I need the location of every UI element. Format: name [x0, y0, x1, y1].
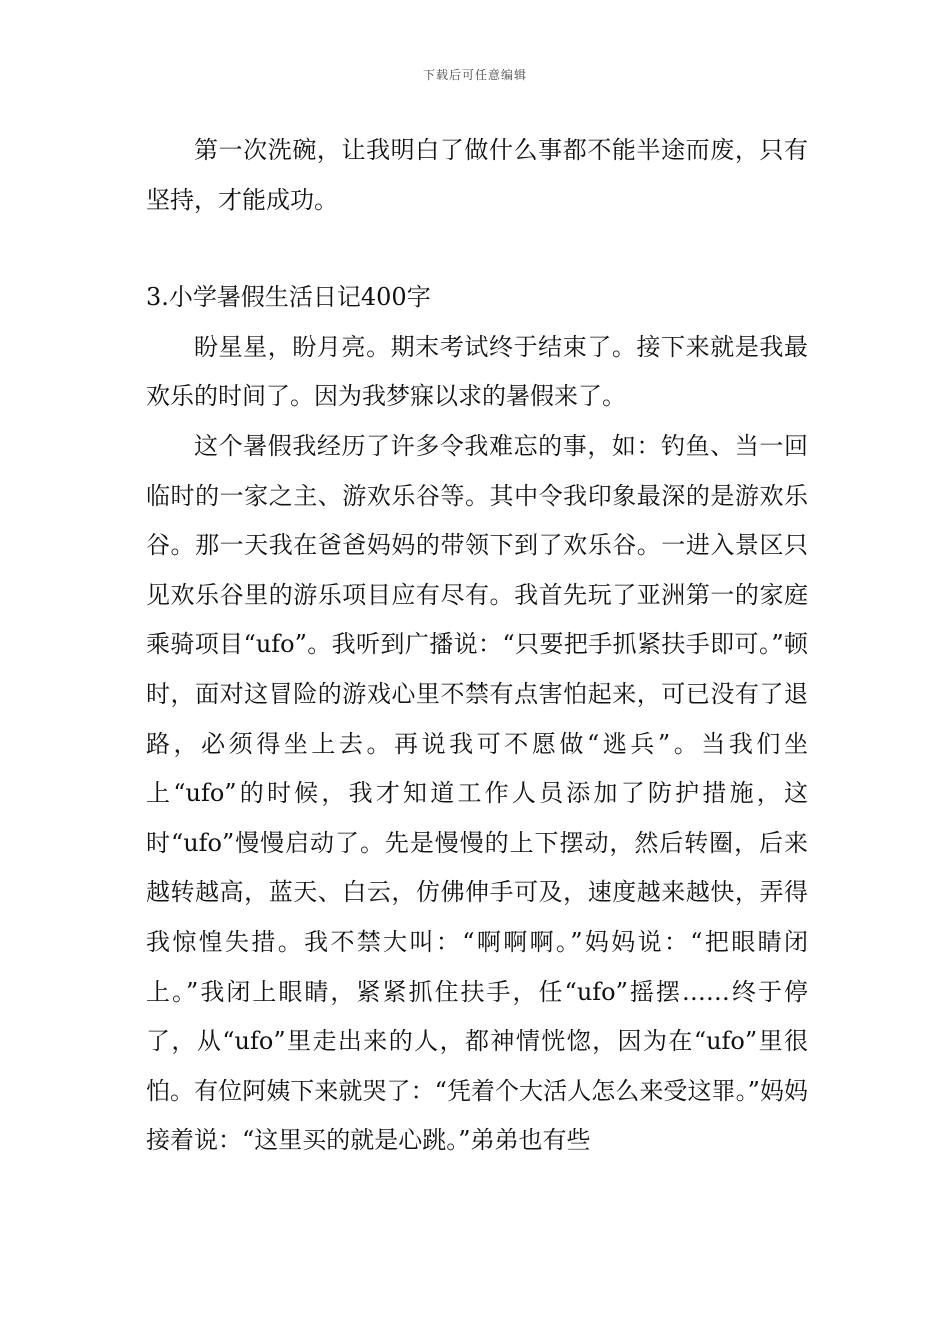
body-paragraph-2: 这个暑假我经历了许多令我难忘的事，如：钓鱼、当一回临时的一家之主、游欢乐谷等。其中令我印象最深的是游欢乐谷。那一天我在爸爸妈妈的带领下到了欢乐谷。一进入景区只见欢乐谷里的游乐项目应有尽有。我首先玩了亚洲第一的家庭乘骑项目“ufo”。我听到广播说：“只要把手抓紧扶手即可。”顿时，面对这冒险的游戏心里不禁有点害怕起来，可已没有了退路，必须得坐上去。再说我可不愿做“逃兵”。当我们坐上“ufo”的时候，我才知道工作人员添加了防护措施，这时“ufo”慢慢启动了。先是慢慢的上下摆动，然后转圈，后来越转越高，蓝天、白云，仿佛伸手可及，速度越来越快，弄得我惊惶失措。我不禁大叫：“啊啊啊。”妈妈说：“把眼睛闭上。”我闭上眼睛，紧紧抓住扶手，任“ufo”摇摆……终于停了，从“ufo”里走出来的人，都神情恍惚，因为在“ufo”里很怕。有位阿姨下来就哭了：“凭着个大活人怎么来受这罪。”妈妈接着说：“这里买的就是心跳。”弟弟也有些	[146, 431, 808, 1155]
document-body	[146, 126, 808, 1166]
section-spacer	[146, 225, 808, 273]
page-header: 下载后可任意编辑	[422, 68, 527, 82]
body-paragraph-1: 盼星星，盼月亮。期末考试终于结束了。接下来就是我最欢乐的时间了。因为我梦寐以求的暑假来了。	[146, 332, 808, 411]
intro-paragraph: 第一次洗碗，让我明白了做什么事都不能半途而废，只有坚持，才能成功。	[146, 136, 808, 214]
section-heading: 3.小学暑假生活日记400字	[146, 283, 431, 312]
